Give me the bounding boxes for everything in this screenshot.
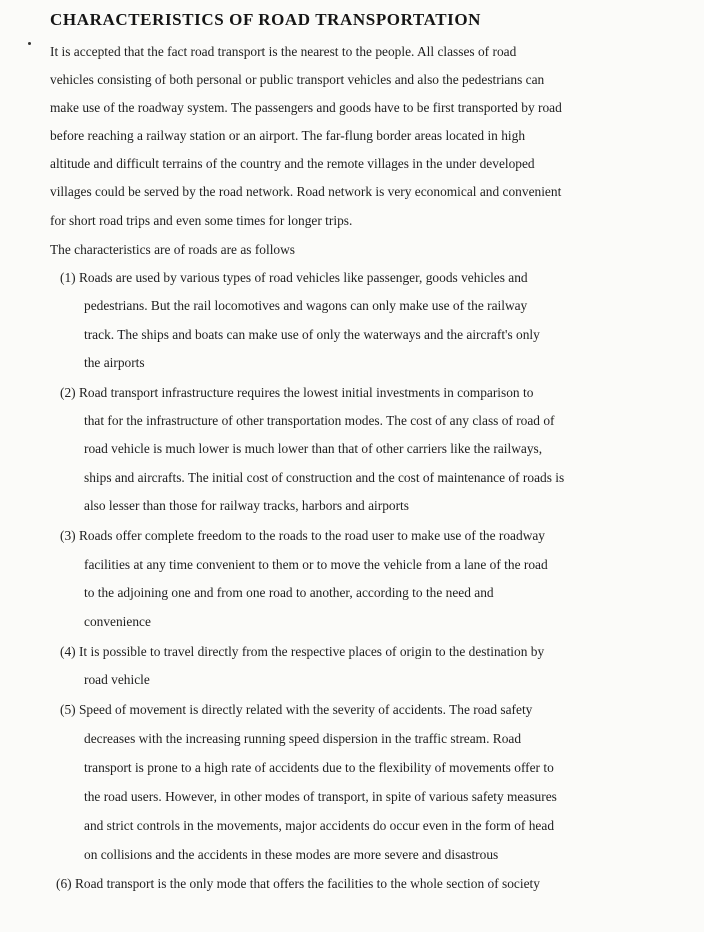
intro-line: before reaching a railway station or an airport. The far-flung border areas located in high [50, 128, 526, 143]
item-line: (4) It is possible to travel directly from the respective places of origin to the destination by [60, 644, 545, 659]
item-line: and strict controls in the movements, major accidents do occur even in the form of head [84, 818, 555, 833]
item-line: pedestrians. But the rail locomotives and wagons can only make use of the railway [84, 298, 528, 313]
item-line: road vehicle is much lower is much lower than that of other carriers like the railways, [84, 441, 543, 456]
item-line: (5) Speed of movement is directly related with the severity of accidents. The road safety [60, 702, 533, 717]
item-line: road vehicle [84, 672, 150, 687]
list-lead: The characteristics are of roads are as follows [50, 242, 296, 257]
intro-line: altitude and difficult terrains of the country and the remote villages in the under developed [50, 156, 535, 171]
item-line: decreases with the increasing running speed dispersion in the traffic stream. Road [84, 731, 522, 746]
page-title: CHARACTERISTICS OF ROAD TRANSPORTATION [50, 10, 482, 29]
item-line: (6) Road transport is the only mode that offers the facilities to the whole section of society [56, 876, 540, 891]
intro-line: It is accepted that the fact road transport is the nearest to the people. All classes of road [50, 44, 517, 59]
item-line: track. The ships and boats can make use of only the waterways and the aircraft's only [84, 327, 540, 342]
item-line: (1) Roads are used by various types of road vehicles like passenger, goods vehicles and [60, 270, 528, 285]
intro-line: villages could be served by the road network. Road network is very economical and convenient [50, 184, 562, 199]
item-line: convenience [84, 614, 151, 629]
item-line: the airports [84, 355, 145, 370]
item-line: transport is prone to a high rate of accidents due to the flexibility of movements offer to [84, 760, 554, 775]
item-line: the road users. However, in other modes of transport, in spite of various safety measures [84, 789, 557, 804]
item-line: on collisions and the accidents in these modes are more severe and disastrous [84, 847, 499, 862]
item-line: that for the infrastructure of other transportation modes. The cost of any class of road of [84, 413, 555, 428]
item-line: also lesser than those for railway tracks, harbors and airports [84, 498, 409, 513]
intro-line: make use of the roadway system. The passengers and goods have to be first transported by road [50, 100, 562, 115]
item-line: (3) Roads offer complete freedom to the roads to the road user to make use of the roadway [60, 528, 545, 543]
scan-speck [28, 42, 31, 45]
item-line: ships and aircrafts. The initial cost of construction and the cost of maintenance of roads is [84, 470, 565, 485]
item-line: (2) Road transport infrastructure requires the lowest initial investments in comparison to [60, 385, 534, 400]
item-line: facilities at any time convenient to them or to move the vehicle from a lane of the road [84, 557, 548, 572]
intro-line: vehicles consisting of both personal or public transport vehicles and also the pedestrians can [50, 72, 545, 87]
intro-line: for short road trips and even some times for longer trips. [50, 213, 353, 228]
item-line: to the adjoining one and from one road to another, according to the need and [84, 585, 494, 600]
